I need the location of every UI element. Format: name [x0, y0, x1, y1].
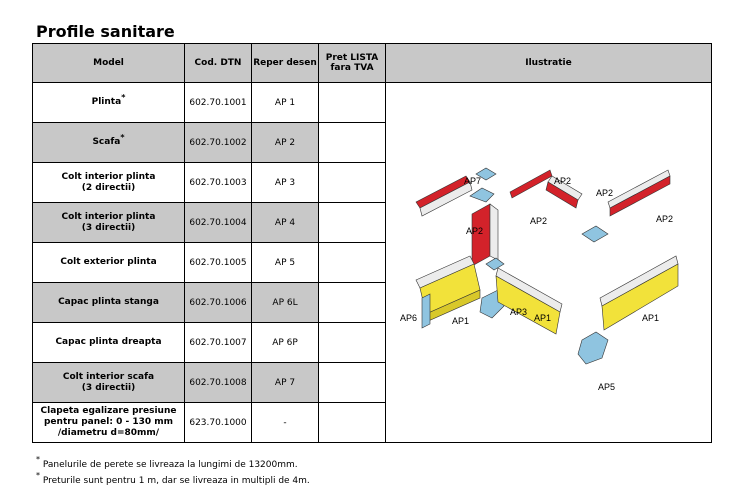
red-profile-far-right — [608, 170, 670, 216]
label-ap2-far-right: AP2 — [656, 213, 674, 224]
header-pret-line1: Pret LISTA — [325, 53, 379, 63]
footnote-asterisk: * — [36, 455, 40, 464]
reper-cell: AP 6L — [252, 283, 319, 323]
cod-cell: 602.70.1003 — [185, 163, 252, 203]
label-ap2-top: AP2 — [554, 175, 572, 186]
header-ilustratie: Ilustratie — [386, 44, 712, 83]
reper-cell: - — [252, 403, 319, 443]
label-ap2-right: AP2 — [596, 187, 614, 198]
reper-cell: AP 1 — [252, 83, 319, 123]
model-name: Scafa — [92, 137, 121, 147]
model-cell — [33, 163, 185, 203]
price-cell — [319, 243, 386, 283]
product-table — [32, 43, 712, 443]
label-ap5: AP5 — [598, 381, 616, 392]
table-row — [33, 83, 712, 123]
cod-cell: 602.70.1005 — [185, 243, 252, 283]
label-ap1-right: AP1 — [642, 312, 660, 323]
label-ap6: AP6 — [400, 312, 418, 323]
price-cell — [319, 323, 386, 363]
price-cell — [319, 163, 386, 203]
header-reper: Reper desen — [252, 44, 319, 83]
reper-cell: AP 7 — [252, 363, 319, 403]
header-model: Model — [33, 44, 185, 83]
price-cell — [319, 83, 386, 123]
footnote-text: Panelurile de perete se livreaza la lungimi de 13200mm. — [42, 460, 298, 470]
cod-cell: 623.70.1000 — [185, 403, 252, 443]
header-cod: Cod. DTN — [185, 44, 252, 83]
footnote-text: Preturile sunt pentru 1 m, dar se livreaza in multipli de 4m. — [42, 476, 310, 486]
blue-corner-piece — [582, 226, 608, 242]
reper-cell: AP 4 — [252, 203, 319, 243]
footnote-1 — [36, 455, 298, 470]
model-subtitle-2: /diametru d=80mm/ — [57, 428, 160, 438]
price-cell — [319, 123, 386, 163]
model-name: Plinta — [91, 97, 122, 107]
price-cell — [319, 283, 386, 323]
price-cell — [319, 363, 386, 403]
ap6-end-cap — [422, 294, 430, 328]
reper-cell: AP 6P — [252, 323, 319, 363]
yellow-plinth-middle — [496, 268, 562, 334]
model-cell — [33, 403, 185, 443]
model-name: Colt interior plinta — [61, 171, 156, 182]
red-profile-top-right — [510, 170, 582, 208]
model-cell: Capac plinta dreapta — [33, 323, 185, 363]
price-cell — [319, 403, 386, 443]
cod-cell: 602.70.1006 — [185, 283, 252, 323]
label-ap7: AP7 — [464, 175, 482, 186]
reper-cell: AP 5 — [252, 243, 319, 283]
label-ap2-middle: AP2 — [530, 215, 548, 226]
model-cell: Colt exterior plinta — [33, 243, 185, 283]
label-ap1-left: AP1 — [452, 315, 470, 326]
label-ap2-left: AP2 — [466, 225, 484, 236]
model-subtitle: (3 directii) — [81, 382, 136, 393]
illustration-cell — [386, 83, 712, 443]
label-ap3: AP3 — [510, 306, 528, 317]
yellow-plinth-right — [600, 256, 678, 330]
header-row — [33, 44, 712, 83]
page-title: Profile sanitare — [36, 22, 175, 41]
model-subtitle: (3 directii) — [81, 222, 136, 233]
model-cell: Capac plinta stanga — [33, 283, 185, 323]
cod-cell: 602.70.1008 — [185, 363, 252, 403]
reper-cell: AP 2 — [252, 123, 319, 163]
model-subtitle: (2 directii) — [81, 182, 136, 193]
cod-cell: 602.70.1007 — [185, 323, 252, 363]
asterisk: * — [120, 133, 125, 142]
model-subtitle: pentru panel: 0 - 130 mm — [43, 417, 174, 427]
reper-cell: AP 3 — [252, 163, 319, 203]
cod-cell: 602.70.1001 — [185, 83, 252, 123]
price-cell — [319, 203, 386, 243]
cod-cell: 602.70.1002 — [185, 123, 252, 163]
footnote-asterisk: * — [36, 471, 40, 480]
footnote-2 — [36, 471, 310, 486]
model-cell — [33, 363, 185, 403]
model-name: Clapeta egalizare presiune — [40, 406, 177, 416]
model-cell — [33, 83, 185, 123]
header-pret-line2: fara TVA — [330, 63, 374, 73]
asterisk: * — [121, 93, 126, 102]
cod-cell: 602.70.1004 — [185, 203, 252, 243]
label-ap1-middle: AP1 — [534, 312, 552, 323]
header-pret — [319, 44, 386, 83]
profiles-illustration — [386, 84, 712, 439]
model-name: Colt interior plinta — [61, 211, 156, 222]
model-cell — [33, 203, 185, 243]
model-name: Colt interior scafa — [62, 371, 155, 382]
ap5-exterior-corner — [578, 332, 608, 364]
model-cell — [33, 123, 185, 163]
